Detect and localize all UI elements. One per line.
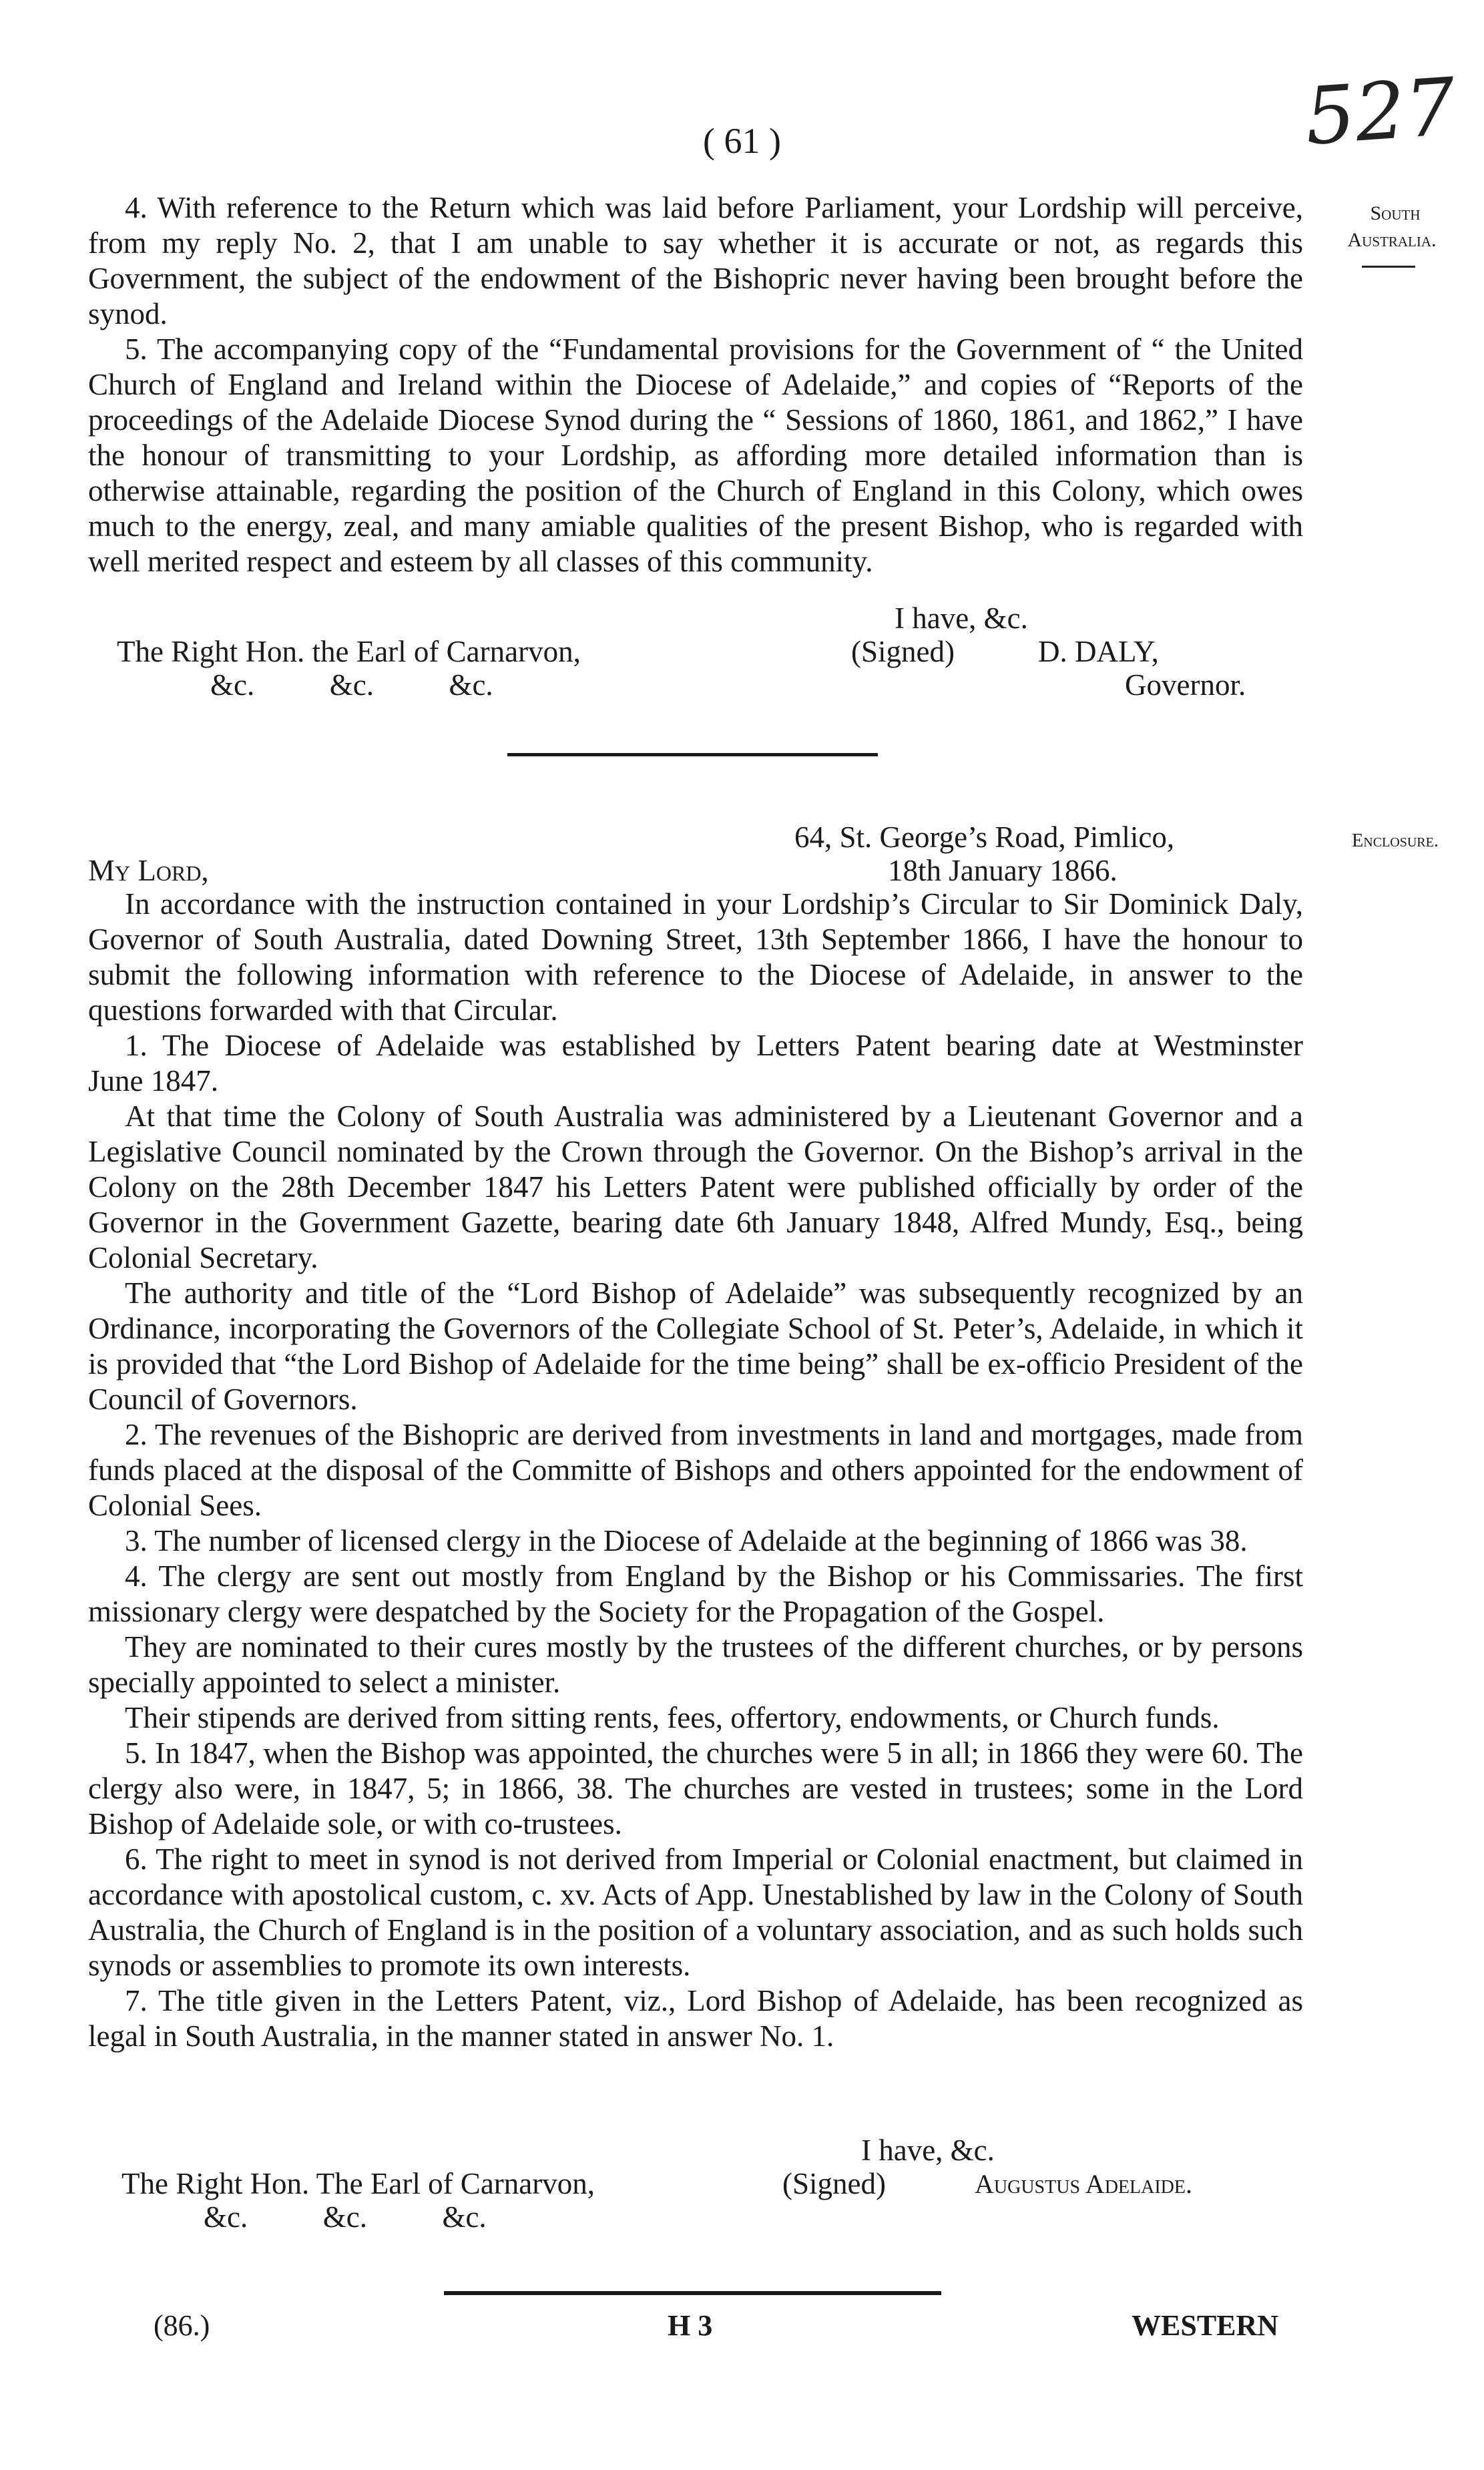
letter2-signed: (Signed) <box>782 2167 886 2200</box>
letter2-date: 18th January 1866. <box>888 854 1118 887</box>
closing-divider <box>444 2291 941 2295</box>
letter2-salutation: My Lord, <box>88 854 209 887</box>
letter2-addressee: The Right Hon. The Earl of Carnarvon, <box>121 2167 595 2200</box>
letter2-paragraph: 3. The number of licensed clergy in the Diocese of Adelaide at the beginning of 1866 was 38. <box>125 1524 1248 1557</box>
margin-note-south: South <box>1370 202 1421 224</box>
letter1-body <box>88 190 1303 579</box>
letter2-body <box>88 887 1363 2054</box>
margin-rule <box>1362 266 1415 268</box>
letter1-title: Governor. <box>1125 668 1246 702</box>
section-divider <box>507 753 878 756</box>
letter1-i-have: I have, &c. <box>895 601 1028 635</box>
letter1-paragraph: 5. The accompanying copy of the “Fundamental provisions for the Government of “ the United Church of England and Ireland within the Diocese of Adelaide,” and copies of “Reports of the proceedings of the Adelaide Diocese Synod during the “ Sessions of 1860, 1861, and 1862,” I have the honour of transmitting to your Lordship, as affording more detailed information than is otherwise attainable, regarding the position of the Church of England in this Colony, which owes much to the energy, zeal, and many amiable qualities of the present Bishop, who is regarded with well merited respect and esteem by all classes of this community. <box>88 332 1303 578</box>
margin-note-enclosure: Enclosure. <box>1352 830 1439 851</box>
letter2-paragraph: At that time the Colony of South Australia was administered by a Lieutenant Governor and a Legislative Council nominated by the Crown through the Governor. On the Bishop’s arrival in the Colony on the 28th December 1847 his Letters Patent were published officially by order of the Governor in the Government Gazette, bearing date 6th January 1848, Alfred Mundy, Esq., being Colonial Secretary. <box>88 1099 1303 1274</box>
letter2-signer: Augustus Adelaide. <box>975 2169 1192 2199</box>
letter1-addressee: The Right Hon. the Earl of Carnarvon, <box>117 635 581 668</box>
letter2-address: 64, St. George’s Road, Pimlico, <box>794 820 1175 854</box>
footer-signature: H 3 <box>668 2309 713 2342</box>
margin-note-australia: Australia. <box>1347 229 1437 251</box>
letter2-paragraph: In accordance with the instruction contained in your Lordship’s Circular to Sir Dominick Daly, Governor of South Australia, dated Downing Street, 13th September 1866, I have the honour to submit the following information with reference to the Diocese of Adelaide, in answer to the questions forwarded with that Circular. <box>88 887 1303 1027</box>
letter1-paragraph: 4. With reference to the Return which was laid before Parliament, your Lordship will perceive, from my reply No. 2, that I am unable to say whether it is accurate or not, as regards this Government, the subject of the endowment of the Bishopric never having been brought before the synod. <box>88 191 1303 330</box>
footer-signature-mark: (86.) <box>154 2309 210 2342</box>
letter1-signed: (Signed) <box>851 635 955 668</box>
letter1-signer: D. DALY, <box>1038 635 1159 668</box>
letter2-paragraph: 1. The Diocese of Adelaide was established by Letters Patent bearing date at Westminster June 1847. <box>88 1029 1363 1097</box>
letter1-etc-line: &c. &c. &c. <box>210 668 493 702</box>
footer-catchword: WESTERN <box>1132 2309 1279 2342</box>
letter2-paragraph: They are nominated to their cures mostly by the trustees of the different churches, or by persons specially appointed to select a minister. <box>88 1630 1303 1699</box>
letter2-paragraph: 2. The revenues of the Bishopric are derived from investments in land and mortgages, made from funds placed at the disposal of the Committe of Bishops and others appointed for the endowment of Colonial Sees. <box>88 1418 1303 1522</box>
letter2-i-have: I have, &c. <box>861 2134 995 2167</box>
page-number: ( 61 ) <box>703 121 781 161</box>
letter2-paragraph: 6. The right to meet in synod is not derived from Imperial or Colonial enactment, but claimed in accordance with apostolical custom, c. xv. Acts of App. Unestablished by law in the Colony of South Australia, the Church of England is in the position of a voluntary association, and as such holds such synods or assemblies to promote its own interests. <box>88 1842 1303 1982</box>
letter2-etc-line: &c. &c. &c. <box>204 2200 487 2234</box>
letter2-paragraph: 5. In 1847, when the Bishop was appointed, the churches were 5 in all; in 1866 they were 60. The clergy also were, in 1847, 5; in 1866, 38. The churches are vested in trustees; some in the Lord Bishop of Adelaide sole, or with co-trustees. <box>88 1736 1303 1840</box>
letter2-paragraph: 4. The clergy are sent out mostly from England by the Bishop or his Commissaries. The first missionary clergy were despatched by the Society for the Propagation of the Gospel. <box>88 1559 1303 1628</box>
letter2-paragraph: The authority and title of the “Lord Bishop of Adelaide” was subsequently recognized by an Ordinance, incorporating the Governors of the Collegiate School of St. Peter’s, Adelaide, in which it is provided that “the Lord Bishop of Adelaide for the time being” shall be ex-officio President of the Council of Governors. <box>88 1276 1303 1416</box>
letter2-paragraph: Their stipends are derived from sitting rents, fees, offertory, endowments, or Church funds. <box>125 1701 1220 1734</box>
folio-stamp: 527 <box>1302 60 1459 163</box>
letter2-paragraph: 7. The title given in the Letters Patent, viz., Lord Bishop of Adelaide, has been recognized as legal in South Australia, in the manner stated in answer No. 1. <box>88 1984 1303 2053</box>
